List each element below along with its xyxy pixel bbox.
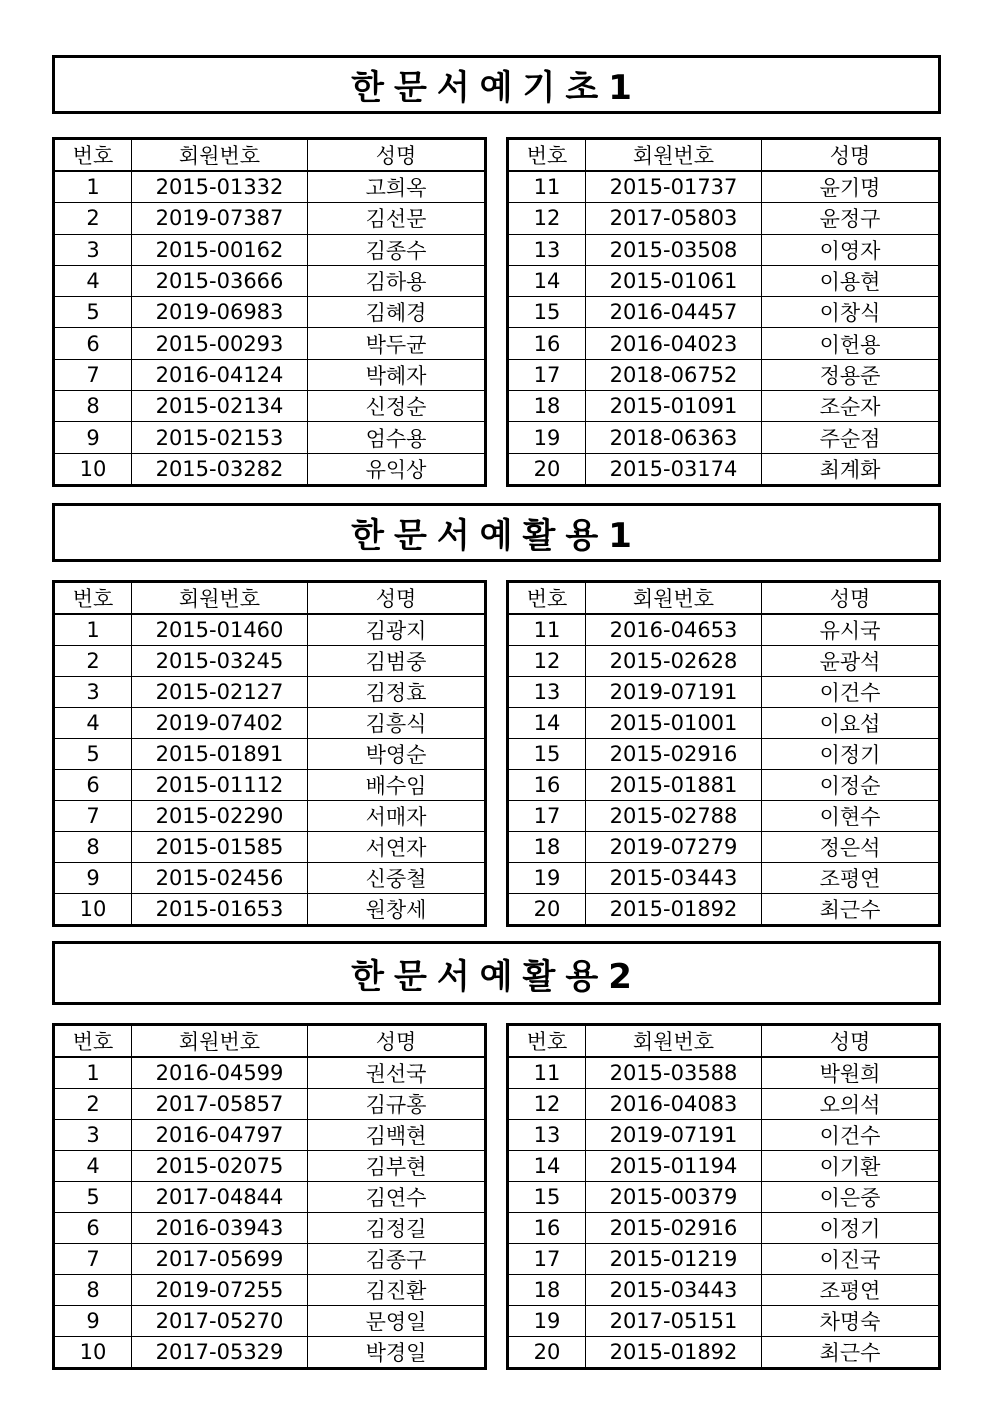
member-id: 2018-06363 xyxy=(586,422,762,453)
section-title: 한문서예활용2 xyxy=(52,941,941,1005)
table-row xyxy=(508,708,940,739)
row-number: 15 xyxy=(508,739,586,770)
row-number: 12 xyxy=(508,1089,586,1120)
member-id: 2015-03245 xyxy=(132,646,308,677)
member-name: 오의석 xyxy=(762,1089,940,1120)
member-name: 김정효 xyxy=(308,677,486,708)
table-row xyxy=(508,1182,940,1213)
row-number: 19 xyxy=(508,863,586,894)
member-name: 김선문 xyxy=(308,203,486,234)
row-number: 9 xyxy=(54,863,132,894)
member-id: 2015-02916 xyxy=(586,1213,762,1244)
row-number: 15 xyxy=(508,1182,586,1213)
member-id: 2016-04124 xyxy=(132,359,308,390)
member-id: 2015-01892 xyxy=(586,1337,762,1369)
member-id: 2019-07279 xyxy=(586,832,762,863)
member-name: 김규홍 xyxy=(308,1089,486,1120)
member-id: 2015-01112 xyxy=(132,770,308,801)
member-id: 2017-04844 xyxy=(132,1182,308,1213)
table-row xyxy=(54,1182,486,1213)
member-id: 2016-04599 xyxy=(132,1057,308,1089)
member-id: 2017-05699 xyxy=(132,1244,308,1275)
member-name: 이헌용 xyxy=(762,328,940,359)
table-row xyxy=(54,328,486,359)
row-number: 14 xyxy=(508,265,586,296)
table-row xyxy=(508,171,940,203)
roster-table-left xyxy=(52,1023,487,1370)
header-row xyxy=(508,582,940,615)
row-number: 18 xyxy=(508,1275,586,1306)
row-number: 2 xyxy=(54,646,132,677)
member-name: 이영자 xyxy=(762,234,940,265)
header-row xyxy=(508,139,940,172)
member-id: 2015-01737 xyxy=(586,171,762,203)
member-name: 윤정구 xyxy=(762,203,940,234)
row-number: 8 xyxy=(54,391,132,422)
member-id: 2015-01653 xyxy=(132,894,308,926)
member-name: 신중철 xyxy=(308,863,486,894)
header-number: 번호 xyxy=(54,139,132,172)
header-number: 번호 xyxy=(54,582,132,615)
member-name: 이요섭 xyxy=(762,708,940,739)
table-row xyxy=(508,1120,940,1151)
member-name: 김광지 xyxy=(308,614,486,646)
header-name: 성명 xyxy=(762,139,940,172)
table-row xyxy=(54,453,486,485)
member-id: 2015-02628 xyxy=(586,646,762,677)
table-row xyxy=(54,1213,486,1244)
table-row xyxy=(508,453,940,485)
table-row xyxy=(508,614,940,646)
row-number: 19 xyxy=(508,422,586,453)
table-row xyxy=(54,171,486,203)
roster-table-right xyxy=(506,1023,941,1370)
member-id: 2015-01892 xyxy=(586,894,762,926)
member-id: 2017-05270 xyxy=(132,1306,308,1337)
row-number: 17 xyxy=(508,359,586,390)
member-name: 이건수 xyxy=(762,677,940,708)
member-name: 차명숙 xyxy=(762,1306,940,1337)
member-id: 2015-03443 xyxy=(586,1275,762,1306)
row-number: 20 xyxy=(508,453,586,485)
row-number: 3 xyxy=(54,234,132,265)
member-name: 이정순 xyxy=(762,770,940,801)
row-number: 9 xyxy=(54,422,132,453)
member-name: 김흥식 xyxy=(308,708,486,739)
header-number: 번호 xyxy=(54,1025,132,1058)
row-number: 7 xyxy=(54,359,132,390)
member-name: 이기환 xyxy=(762,1151,940,1182)
table-row xyxy=(54,1120,486,1151)
table-row xyxy=(54,863,486,894)
header-number: 번호 xyxy=(508,1025,586,1058)
header-name: 성명 xyxy=(308,1025,486,1058)
table-row xyxy=(508,863,940,894)
row-number: 15 xyxy=(508,297,586,328)
row-number: 6 xyxy=(54,1213,132,1244)
table-row xyxy=(54,391,486,422)
member-id: 2015-03666 xyxy=(132,265,308,296)
header-member-id: 회원번호 xyxy=(586,1025,762,1058)
member-id: 2015-00162 xyxy=(132,234,308,265)
member-name: 고희옥 xyxy=(308,171,486,203)
member-id: 2015-02456 xyxy=(132,863,308,894)
table-row xyxy=(508,1244,940,1275)
row-number: 10 xyxy=(54,453,132,485)
member-name: 이현수 xyxy=(762,801,940,832)
row-number: 4 xyxy=(54,708,132,739)
row-number: 6 xyxy=(54,328,132,359)
row-number: 18 xyxy=(508,391,586,422)
row-number: 14 xyxy=(508,1151,586,1182)
table-row xyxy=(508,832,940,863)
table-row xyxy=(508,234,940,265)
member-id: 2016-04023 xyxy=(586,328,762,359)
member-id: 2015-01891 xyxy=(132,739,308,770)
row-number: 19 xyxy=(508,1306,586,1337)
member-name: 정용준 xyxy=(762,359,940,390)
roster-table-right xyxy=(506,580,941,927)
header-member-id: 회원번호 xyxy=(132,139,308,172)
table-row xyxy=(54,894,486,926)
member-name: 이진국 xyxy=(762,1244,940,1275)
member-name: 엄수용 xyxy=(308,422,486,453)
header-name: 성명 xyxy=(308,582,486,615)
row-number: 17 xyxy=(508,801,586,832)
table-row xyxy=(54,234,486,265)
row-number: 13 xyxy=(508,677,586,708)
table-row xyxy=(54,297,486,328)
row-number: 18 xyxy=(508,832,586,863)
header-name: 성명 xyxy=(762,1025,940,1058)
member-id: 2016-03943 xyxy=(132,1213,308,1244)
member-name: 이정기 xyxy=(762,1213,940,1244)
member-name: 조순자 xyxy=(762,391,940,422)
table-row xyxy=(54,646,486,677)
member-name: 김백현 xyxy=(308,1120,486,1151)
member-id: 2015-00293 xyxy=(132,328,308,359)
member-name: 박원희 xyxy=(762,1057,940,1089)
table-row xyxy=(508,1275,940,1306)
member-name: 김범중 xyxy=(308,646,486,677)
member-name: 김진환 xyxy=(308,1275,486,1306)
table-row xyxy=(508,1089,940,1120)
table-row xyxy=(54,677,486,708)
table-row xyxy=(54,1244,486,1275)
member-id: 2015-02788 xyxy=(586,801,762,832)
header-row xyxy=(54,1025,486,1058)
row-number: 2 xyxy=(54,203,132,234)
table-row xyxy=(54,739,486,770)
member-name: 김정길 xyxy=(308,1213,486,1244)
header-row xyxy=(54,139,486,172)
table-row xyxy=(54,1089,486,1120)
header-member-id: 회원번호 xyxy=(586,139,762,172)
member-id: 2015-01001 xyxy=(586,708,762,739)
row-number: 16 xyxy=(508,328,586,359)
member-id: 2016-04457 xyxy=(586,297,762,328)
row-number: 1 xyxy=(54,614,132,646)
row-number: 8 xyxy=(54,832,132,863)
member-id: 2017-05151 xyxy=(586,1306,762,1337)
table-row xyxy=(508,359,940,390)
member-id: 2019-07191 xyxy=(586,1120,762,1151)
row-number: 5 xyxy=(54,1182,132,1213)
row-number: 12 xyxy=(508,646,586,677)
roster-table-left xyxy=(52,137,487,487)
table-row xyxy=(54,832,486,863)
member-name: 서매자 xyxy=(308,801,486,832)
table-row xyxy=(508,739,940,770)
header-number: 번호 xyxy=(508,139,586,172)
member-name: 원창세 xyxy=(308,894,486,926)
row-number: 8 xyxy=(54,1275,132,1306)
member-id: 2019-07387 xyxy=(132,203,308,234)
table-row xyxy=(508,1213,940,1244)
row-number: 7 xyxy=(54,1244,132,1275)
member-name: 박경일 xyxy=(308,1337,486,1369)
table-row xyxy=(508,265,940,296)
row-number: 12 xyxy=(508,203,586,234)
member-id: 2019-07255 xyxy=(132,1275,308,1306)
table-row xyxy=(54,265,486,296)
header-name: 성명 xyxy=(762,582,940,615)
header-row xyxy=(54,582,486,615)
member-name: 최근수 xyxy=(762,1337,940,1369)
member-name: 조평연 xyxy=(762,863,940,894)
member-id: 2015-03174 xyxy=(586,453,762,485)
row-number: 3 xyxy=(54,677,132,708)
header-member-id: 회원번호 xyxy=(132,1025,308,1058)
row-number: 13 xyxy=(508,1120,586,1151)
member-id: 2015-01585 xyxy=(132,832,308,863)
member-name: 권선국 xyxy=(308,1057,486,1089)
table-row xyxy=(508,422,940,453)
table-row xyxy=(508,1306,940,1337)
row-number: 20 xyxy=(508,1337,586,1369)
row-number: 1 xyxy=(54,1057,132,1089)
member-name: 최근수 xyxy=(762,894,940,926)
member-id: 2015-01219 xyxy=(586,1244,762,1275)
member-name: 조평연 xyxy=(762,1275,940,1306)
table-row xyxy=(508,770,940,801)
member-name: 이건수 xyxy=(762,1120,940,1151)
member-id: 2015-01460 xyxy=(132,614,308,646)
member-name: 김종수 xyxy=(308,234,486,265)
row-number: 11 xyxy=(508,171,586,203)
row-number: 13 xyxy=(508,234,586,265)
member-id: 2015-03443 xyxy=(586,863,762,894)
table-row xyxy=(54,708,486,739)
member-id: 2015-03508 xyxy=(586,234,762,265)
table-row xyxy=(54,422,486,453)
table-row xyxy=(508,1337,940,1369)
row-number: 17 xyxy=(508,1244,586,1275)
table-row xyxy=(54,359,486,390)
member-name: 정은석 xyxy=(762,832,940,863)
member-id: 2015-01881 xyxy=(586,770,762,801)
member-name: 서연자 xyxy=(308,832,486,863)
row-number: 20 xyxy=(508,894,586,926)
member-name: 유시국 xyxy=(762,614,940,646)
table-row xyxy=(508,391,940,422)
member-name: 박혜자 xyxy=(308,359,486,390)
member-name: 김종구 xyxy=(308,1244,486,1275)
member-name: 최계화 xyxy=(762,453,940,485)
roster-table-left xyxy=(52,580,487,927)
member-id: 2016-04653 xyxy=(586,614,762,646)
row-number: 9 xyxy=(54,1306,132,1337)
member-name: 이정기 xyxy=(762,739,940,770)
member-id: 2015-01332 xyxy=(132,171,308,203)
table-row xyxy=(508,1057,940,1089)
member-name: 김연수 xyxy=(308,1182,486,1213)
table-row xyxy=(508,1151,940,1182)
member-id: 2015-03282 xyxy=(132,453,308,485)
row-number: 11 xyxy=(508,1057,586,1089)
row-number: 4 xyxy=(54,1151,132,1182)
member-name: 김혜경 xyxy=(308,297,486,328)
member-name: 윤기명 xyxy=(762,171,940,203)
table-row xyxy=(54,203,486,234)
table-row xyxy=(54,1057,486,1089)
member-name: 이창식 xyxy=(762,297,940,328)
member-id: 2015-01091 xyxy=(586,391,762,422)
member-name: 박두균 xyxy=(308,328,486,359)
row-number: 6 xyxy=(54,770,132,801)
table-row xyxy=(54,614,486,646)
table-row xyxy=(508,203,940,234)
roster-table-right xyxy=(506,137,941,487)
row-number: 16 xyxy=(508,1213,586,1244)
member-id: 2017-05803 xyxy=(586,203,762,234)
row-number: 7 xyxy=(54,801,132,832)
header-row xyxy=(508,1025,940,1058)
section-title: 한문서예기초1 xyxy=(52,55,941,114)
row-number: 4 xyxy=(54,265,132,296)
row-number: 14 xyxy=(508,708,586,739)
member-id: 2015-02916 xyxy=(586,739,762,770)
row-number: 10 xyxy=(54,894,132,926)
member-id: 2015-02134 xyxy=(132,391,308,422)
row-number: 11 xyxy=(508,614,586,646)
table-row xyxy=(508,328,940,359)
member-id: 2016-04797 xyxy=(132,1120,308,1151)
table-row xyxy=(54,1337,486,1369)
member-id: 2018-06752 xyxy=(586,359,762,390)
row-number: 10 xyxy=(54,1337,132,1369)
table-row xyxy=(54,1151,486,1182)
table-row xyxy=(54,1306,486,1337)
member-id: 2015-03588 xyxy=(586,1057,762,1089)
member-name: 이용현 xyxy=(762,265,940,296)
member-name: 배수임 xyxy=(308,770,486,801)
row-number: 3 xyxy=(54,1120,132,1151)
table-row xyxy=(508,677,940,708)
member-id: 2017-05329 xyxy=(132,1337,308,1369)
member-name: 김부현 xyxy=(308,1151,486,1182)
member-id: 2015-01194 xyxy=(586,1151,762,1182)
header-number: 번호 xyxy=(508,582,586,615)
member-name: 윤광석 xyxy=(762,646,940,677)
member-id: 2017-05857 xyxy=(132,1089,308,1120)
member-id: 2015-02127 xyxy=(132,677,308,708)
member-name: 문영일 xyxy=(308,1306,486,1337)
row-number: 1 xyxy=(54,171,132,203)
header-member-id: 회원번호 xyxy=(586,582,762,615)
table-row xyxy=(54,770,486,801)
member-id: 2019-06983 xyxy=(132,297,308,328)
member-name: 유익상 xyxy=(308,453,486,485)
row-number: 5 xyxy=(54,739,132,770)
member-id: 2015-00379 xyxy=(586,1182,762,1213)
table-row xyxy=(54,1275,486,1306)
row-number: 5 xyxy=(54,297,132,328)
table-row xyxy=(508,801,940,832)
member-id: 2015-02290 xyxy=(132,801,308,832)
section-title: 한문서예활용1 xyxy=(52,503,941,562)
member-name: 신정순 xyxy=(308,391,486,422)
member-name: 박영순 xyxy=(308,739,486,770)
header-name: 성명 xyxy=(308,139,486,172)
member-id: 2015-02153 xyxy=(132,422,308,453)
row-number: 2 xyxy=(54,1089,132,1120)
member-id: 2015-01061 xyxy=(586,265,762,296)
table-row xyxy=(508,646,940,677)
member-id: 2019-07191 xyxy=(586,677,762,708)
header-member-id: 회원번호 xyxy=(132,582,308,615)
member-name: 이은중 xyxy=(762,1182,940,1213)
member-id: 2015-02075 xyxy=(132,1151,308,1182)
table-row xyxy=(54,801,486,832)
member-id: 2019-07402 xyxy=(132,708,308,739)
table-row xyxy=(508,297,940,328)
member-id: 2016-04083 xyxy=(586,1089,762,1120)
row-number: 16 xyxy=(508,770,586,801)
member-name: 주순점 xyxy=(762,422,940,453)
table-row xyxy=(508,894,940,926)
member-name: 김하용 xyxy=(308,265,486,296)
